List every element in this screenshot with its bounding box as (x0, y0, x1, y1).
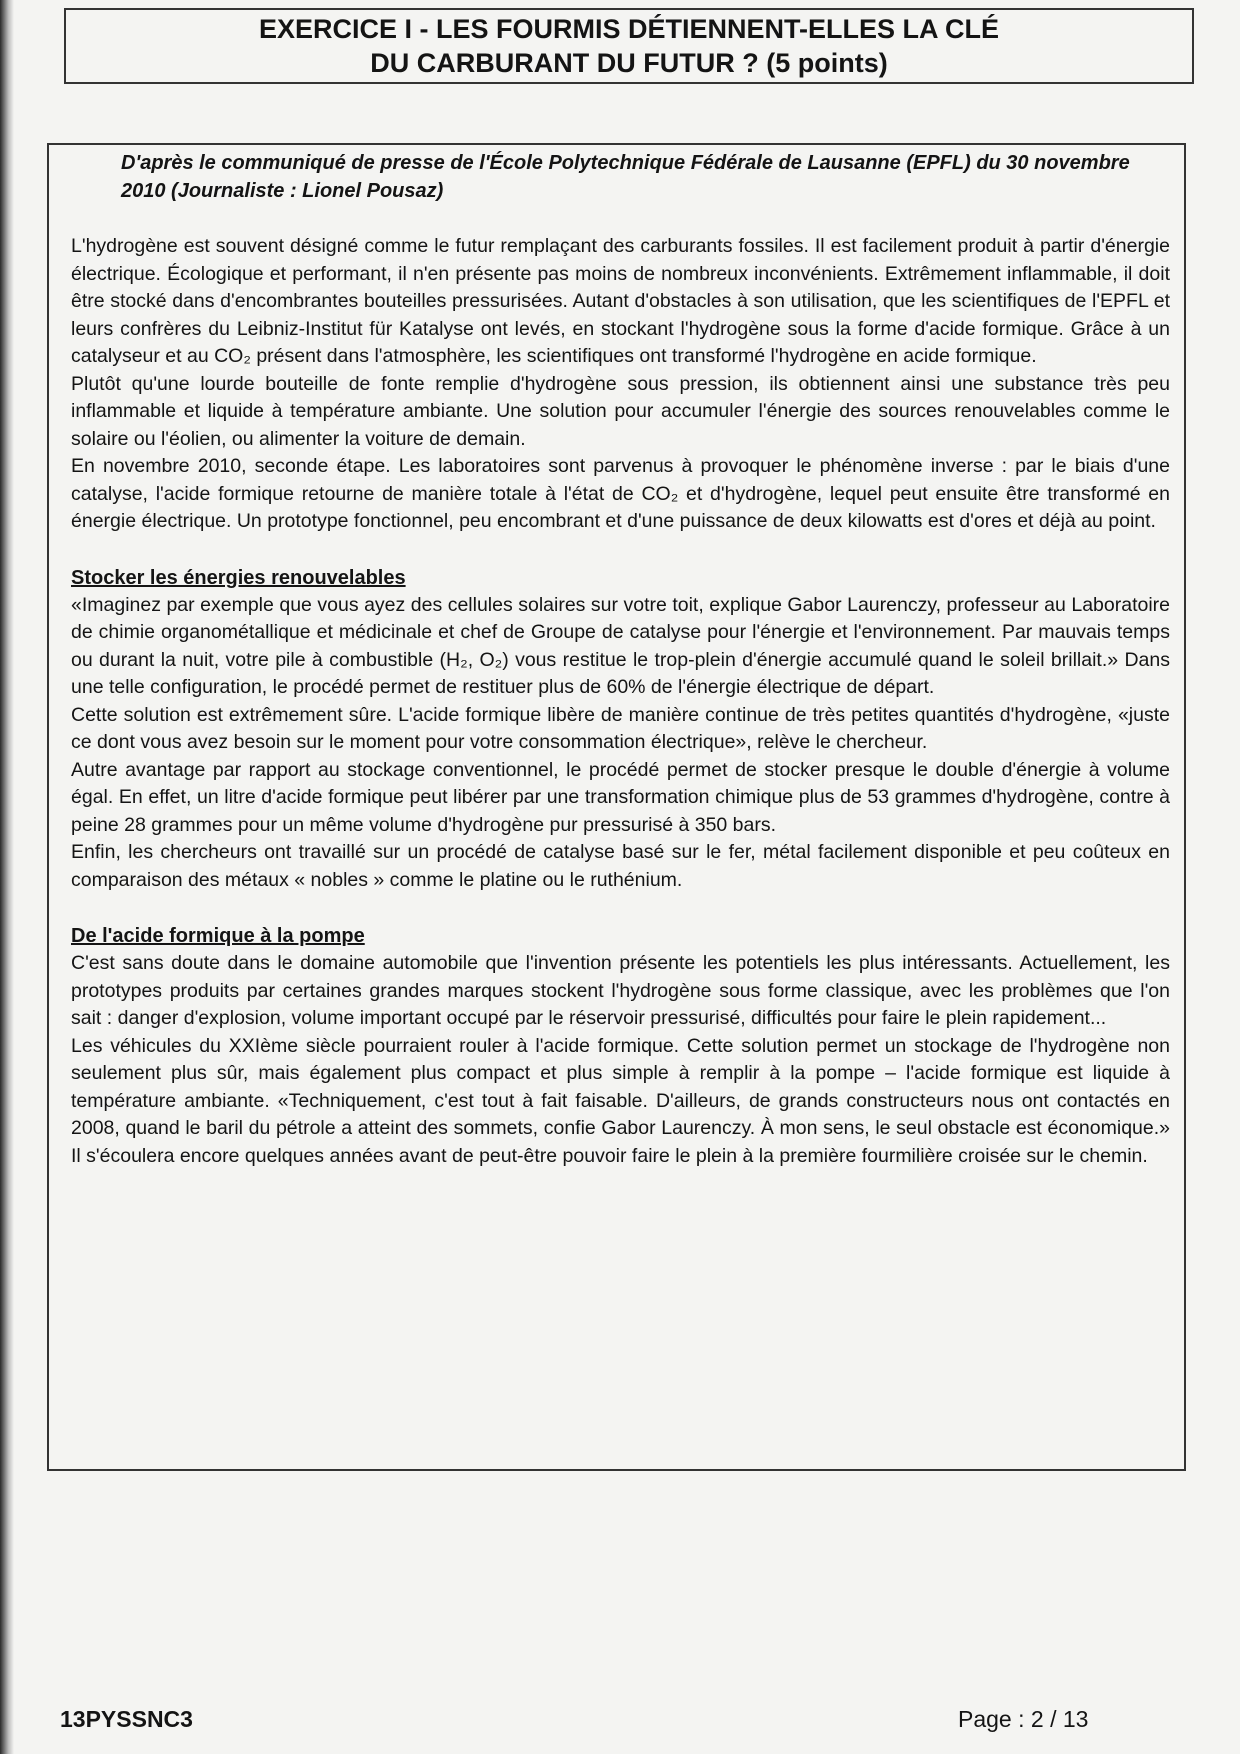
intro-paragraph-2: Plutôt qu'une lourde bouteille de fonte remplie d'hydrogène sous pression, ils obtiennent ainsi une substance très peu inflammable et liquide à température ambiante. Une solution pour accumuler l'énergie des sources renouvelables comme le solaire ou l'éolien, ou alimenter la voiture de demain. (71, 372, 1170, 450)
document-code: 13PYSSNC3 (60, 1706, 193, 1732)
section1-paragraph-1: «Imaginez par exemple que vous ayez des cellules solaires sur votre toit, explique Gabor Laurenczy, professeur au Laboratoire de chimie organométallique et médicinale et chef de Groupe de catalyse pour l'énergie et l'environnement. Par mauvais temps ou durant la nuit, votre pile à combustible (H₂, O₂) vous restitue le trop-plein d'énergie accumulé quand le soleil brillait.» Dans une telle configuration, le procédé permet de restituer plus de 60% de l'énergie électrique de départ. (71, 593, 1170, 698)
section-heading-storage: Stocker les énergies renouvelables (71, 566, 406, 589)
section1-paragraph-4: Enfin, les chercheurs ont travaillé sur un procédé de catalyse basé sur le fer, métal facilement disponible et peu coûteux en comparaison des métaux « nobles » comme le platine ou le ruthénium. (71, 841, 1170, 891)
exercise-title-box (64, 8, 1194, 84)
section1-paragraph-3: Autre avantage par rapport au stockage conventionnel, le procédé permet de stocker presque le double d'énergie à volume égal. En effet, un litre d'acide formique peut libérer par une transformation chimique plus de 53 grammes d'hydrogène, contre à peine 28 grammes pour un même volume d'hydrogène pur pressurisé à 350 bars. (71, 758, 1170, 836)
section2-paragraph-2: Les véhicules du XXIème siècle pourraient rouler à l'acide formique. Cette solution permet un stockage de l'hydrogène non seulement plus sûr, mais également plus compact et plus simple à remplir à la pompe – l'acide formique est liquide à température ambiante. «Techniquement, c'est tout à fait faisable. D'ailleurs, de grands constructeurs nous ont contactés en 2008, quand le baril du pétrole a atteint des sommets, confie Gabor Laurenczy. À mon sens, le seul obstacle est économique.» Il s'écoulera encore quelques années avant de peut-être pouvoir faire le plein à la première fourmilière croisée sur le chemin. (71, 1034, 1170, 1167)
exercise-title-line-2: DU CARBURANT DU FUTUR ? (5 points) (370, 48, 888, 78)
section-heading-pump: De l'acide formique à la pompe (71, 925, 365, 947)
section2-paragraph-1: C'est sans doute dans le domaine automobile que l'invention présente les potentiels les plus intéressants. Actuellement, les prototypes produits par certaines grandes marques stockent l'hydrogène sous forme classique, avec les problèmes que l'on sait : danger d'explosion, volume important occupé par le réservoir pressurisé, difficultés pour faire le plein rapidement... (71, 952, 1170, 1029)
spacer (71, 536, 1170, 554)
intro-paragraph-1: L'hydrogène est souvent désigné comme le futur remplaçant des carburants fossiles. Il est facilement produit à partir d'énergie électrique. Écologique et performant, il n'en présente pas moins de nombreux inconvénients. Extrêmement inflammable, il doit être stocké dans d'encombrantes bouteilles pressurisées. Autant d'obstacles à son utilisation, que les scientifiques de l'EPFL et leurs confrères du Leibniz-Institut für Katalyse ont levés, en stockant l'hydrogène sous la forme d'acide formique. Grâce à un catalyseur et au CO₂ présent dans l'atmosphère, les scientifiques ont transformé l'hydrogène en acide formique. (71, 235, 1170, 367)
spacer (71, 894, 1170, 912)
source-citation: D'après le communiqué de presse de l'École Polytechnique Fédérale de Lausanne (EPFL) du 30 novembre 2010 (Journaliste : Lionel Pousaz) (121, 152, 1130, 202)
scan-edge-shadow (0, 0, 14, 1754)
section1-paragraph-2: Cette solution est extrêmement sûre. L'acide formique libère de manière continue de très petites quantités d'hydrogène, «juste ce dont vous avez besoin sur le moment pour votre consommation électrique», relève le chercheur. (71, 703, 1170, 753)
exercise-title-line-1: EXERCICE I - LES FOURMIS DÉTIENNENT-ELLES LA CLÉ (258, 14, 1000, 44)
page-number: Page : 2 / 13 (958, 1706, 1089, 1732)
article-box (47, 143, 1186, 1471)
intro-paragraph-3: En novembre 2010, seconde étape. Les laboratoires sont parvenus à provoquer le phénomène inverse : par le biais d'une catalyse, l'acide formique retourne de manière totale à l'état de CO₂ et d'hydrogène, lequel peut ensuite être transformé en énergie électrique. Un prototype fonctionnel, peu encombrant et d'une puissance de deux kilowatts est d'ores et déjà au point. (71, 455, 1170, 532)
